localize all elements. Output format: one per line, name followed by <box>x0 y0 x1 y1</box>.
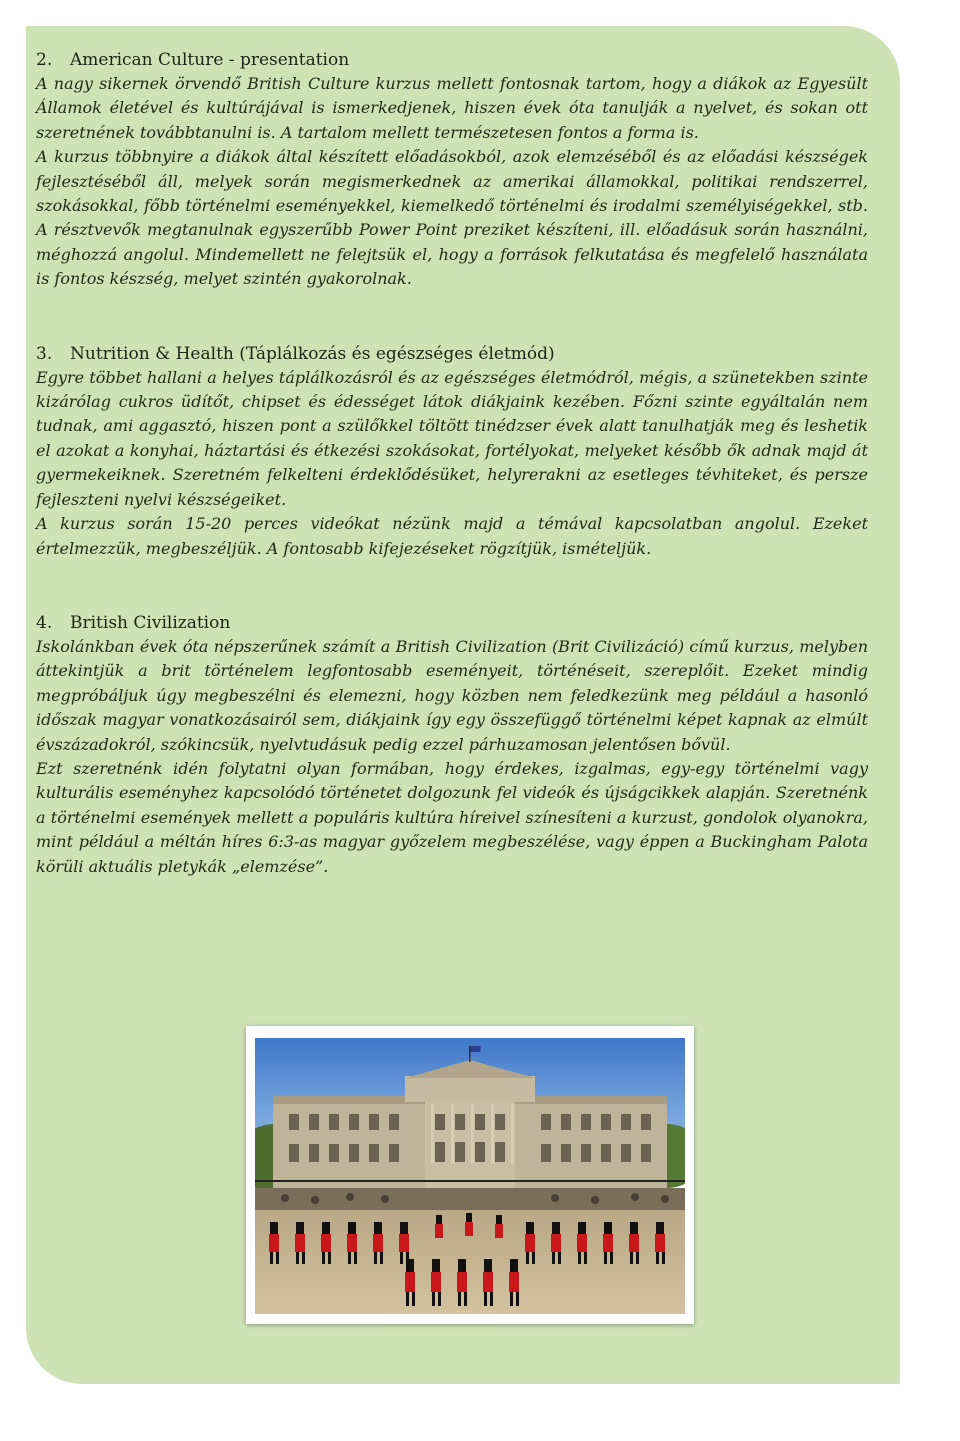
paragraph: Ezt szeretnénk idén folytatni olyan formában, hogy érdekes, izgalmas, egy-egy történelmi vagy kulturális eseményhez kapcsolódó történetet dolgozunk fel videók és újságcikkek alapján. Szeretnénk a történelmi események mellett a populáris kultúra híreivel színesíteni a kurzust, gondolok olyanokra, mint például a méltán híres 6:3-as magyar győzelem megbeszélése, vagy éppen a Buckingham Palota körüli aktuális pletykák „elemzése”. <box>36 758 868 876</box>
paragraph: A kurzus során 15-20 perces videókat nézünk majd a témával kapcsolatban angolul. Ezeket értelmezzük, megbeszéljük. A fontosabb kifejezéseket rögzítjük, ismételjük. <box>36 514 868 558</box>
document-body <box>36 48 868 879</box>
section-heading <box>36 342 868 366</box>
section-title: American Culture - presentation <box>70 50 350 70</box>
buckingham-palace-photo <box>255 1038 685 1314</box>
section-heading <box>36 611 868 635</box>
palace-illustration <box>255 1038 685 1314</box>
section-number: 2. <box>36 50 53 70</box>
paragraph: A kurzus többnyire a diákok által készített előadásokból, azok elemzéséből és az előadási készségek fejlesztéséből áll, melyek során megismerkednek az amerikai államokkal, politikai rendszerrel, szokásokkal, főbb történelmi eseményekkel, kiemelkedő történelmi és irodalmi személyiségekkel, stb. A résztvevők megtanulnak egyszerűbb Power Point preziket készíteni, ill. előadásuk során használni, méghozzá angolul. Mindemellett ne felejtsük el, hogy a források felkutatása és megfelelő használata is fontos készség, melyet szintén gyakorolnak. <box>36 147 868 289</box>
paragraph: Iskolánkban évek óta népszerűnek számít a British Civilization (Brit Civilizáció) című kurzus, melyben áttekintjük a brit történelem legfontosabb eseményeit, történéseit, szereplőit. Ezeket mindig megpróbáljuk úgy megbeszélni és elemezni, hogy közben nem feledkezünk meg például a hasonló időszak magyar vonatkozásairól sem, diákjaink így egy összefüggő történelmi képet kapnak az elmúlt évszázadokról, szókincsük, nyelvtudásuk pedig ezzel párhuzamosan jelentősen bővül. <box>36 636 868 754</box>
paragraph: A nagy sikernek örvendő British Culture kurzus mellett fontosnak tartom, hogy a diákok az Egyesült Államok életével és kultúrájával is ismerkedjenek, hiszen évek óta tanulják a nyelvet, és sokan ott szeretnének továbbtanulni is. A tartalom mellett természetesen fontos a forma is. <box>36 74 868 142</box>
section-title: British Civilization <box>70 612 231 633</box>
section-american-culture <box>36 48 868 292</box>
paragraph: Egyre többet hallani a helyes táplálkozásról és az egészséges életmódról, mégis, a szünetekben szinte kizárólag cukros üdítőt, chipset és édességet látok diákjaink kezében. Főzni szinte egyáltalán nem tudnak, ami aggasztó, hiszen pont a szülőkkel töltött tinédzser évek alatt tanulhatják meg és leshetik el azokat a konyhai, háztartási és étkezési szokásokat, fortélyokat, melyeket később ők adnak majd át gyermekeiknek. Szeretném felkelteni érdeklődésüket, helyrerakni az esetleges tévhiteket, és persze fejleszteni nyelvi készségeiket. <box>36 367 868 509</box>
photo-frame <box>246 1026 694 1324</box>
section-british-civilization <box>36 611 868 879</box>
section-number: 3. <box>36 343 53 364</box>
section-heading <box>36 48 868 72</box>
section-nutrition-health <box>36 342 868 561</box>
section-number: 4. <box>36 612 53 633</box>
section-title: Nutrition & Health (Táplálkozás és egészséges életmód) <box>70 343 555 364</box>
